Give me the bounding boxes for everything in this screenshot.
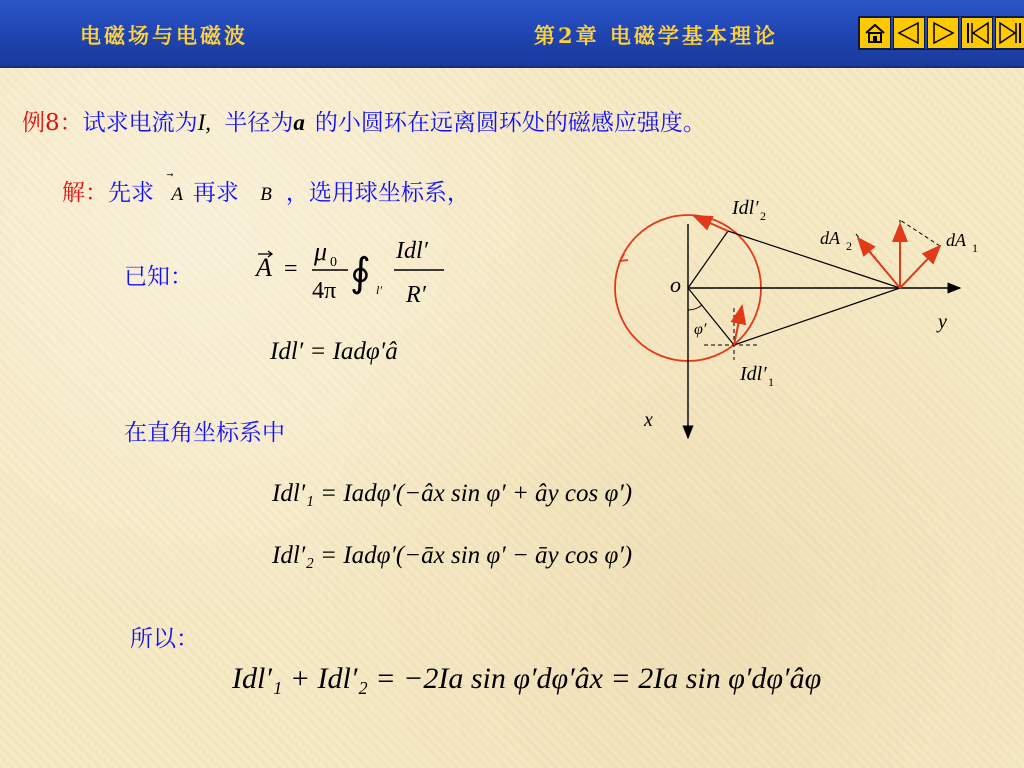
last-page-icon — [996, 18, 1024, 48]
da2-label: dA — [820, 228, 840, 248]
problem-line — [22, 104, 706, 137]
home-icon — [860, 18, 890, 48]
problem-text-1: 试求电流为 — [82, 110, 198, 136]
circulation-arrow — [620, 254, 628, 261]
eq1-denominator: R′ — [406, 282, 426, 308]
equation-idl1: Idl′₁ = Iadφ′(−âx sin φ′ + ây cos φ′) — [272, 480, 633, 507]
previous-button[interactable] — [893, 17, 925, 49]
eq1-four-pi: 4π — [312, 278, 337, 304]
current-symbol: I, — [197, 110, 212, 135]
chapter-title: 第2章 电磁学基本理论 — [534, 23, 778, 48]
previous-triangle-icon — [894, 18, 924, 48]
known-label: 已知： — [124, 264, 193, 290]
eq1-mu-subscript: 0 — [330, 255, 337, 270]
eq1-equals: = — [284, 256, 298, 282]
cartesian-label: 在直角坐标系中 — [124, 420, 285, 446]
da1-subscript: 1 — [972, 241, 978, 255]
phi-label: φ′ — [694, 321, 707, 338]
last-page-button[interactable] — [995, 17, 1024, 49]
therefore-label: 所以： — [130, 626, 199, 652]
vector-b-symbol: B — [260, 184, 272, 205]
x-axis-label: x — [644, 409, 653, 431]
da1-label: dA — [946, 230, 966, 250]
eq1-numerator: Idl′ — [396, 238, 428, 264]
radius-symbol: a — [293, 110, 305, 135]
eq1-lhs: A — [256, 253, 272, 282]
solution-text-2: 再求 — [192, 180, 239, 206]
distance-line-2 — [728, 231, 900, 288]
equation-vector-potential — [252, 224, 472, 314]
next-button[interactable] — [927, 17, 959, 49]
solution-text-3: ，选用球坐标系， — [285, 180, 470, 206]
problem-text-2: 半径为 — [224, 110, 294, 136]
next-triangle-icon — [928, 18, 958, 48]
vector-a-symbol: A — [171, 184, 183, 205]
solution-text-1: 先求 — [108, 180, 154, 206]
distance-line-1 — [734, 288, 900, 345]
idl2-subscript: 2 — [760, 209, 766, 223]
title-bar — [0, 0, 1024, 68]
slide-navigation — [858, 16, 1024, 50]
equation-current-element: Idl′ = Iadφ′â — [270, 338, 398, 365]
first-page-icon — [962, 18, 992, 48]
eq1-integral-sign: ∮ — [350, 250, 371, 295]
eq1-mu: μ — [314, 237, 328, 266]
first-page-button[interactable] — [961, 17, 993, 49]
course-title: 电磁场与电磁波 — [80, 23, 248, 48]
idl1-label: Idl′ — [740, 363, 767, 385]
radius-to-element-2 — [688, 231, 728, 288]
solution-label: 解： — [62, 180, 108, 206]
equation-sum: Idl′₁ + Idl′₂ = −2Ia sin φ′dφ′âx = 2Ia sin φ′dφ′âφ — [232, 662, 822, 695]
origin-label: o — [670, 272, 681, 297]
da2-subscript: 2 — [846, 239, 852, 253]
idl1-subscript: 1 — [768, 375, 774, 389]
home-button[interactable] — [859, 17, 891, 49]
da1-arrow — [900, 246, 940, 288]
solution-line — [62, 174, 470, 207]
ring-geometry-diagram — [600, 188, 980, 448]
eq1-contour-label: l′ — [376, 283, 382, 297]
equation-idl2: Idl′₂ = Iadφ′(−āx sin φ′ − āy cos φ′) — [272, 542, 633, 569]
problem-label: 例8： — [22, 110, 83, 136]
y-axis-label: y — [938, 311, 947, 333]
idl2-label: Idl′ — [732, 197, 759, 219]
problem-text-3: 的小圆环在远离圆环处的磁感应强度。 — [314, 110, 706, 136]
